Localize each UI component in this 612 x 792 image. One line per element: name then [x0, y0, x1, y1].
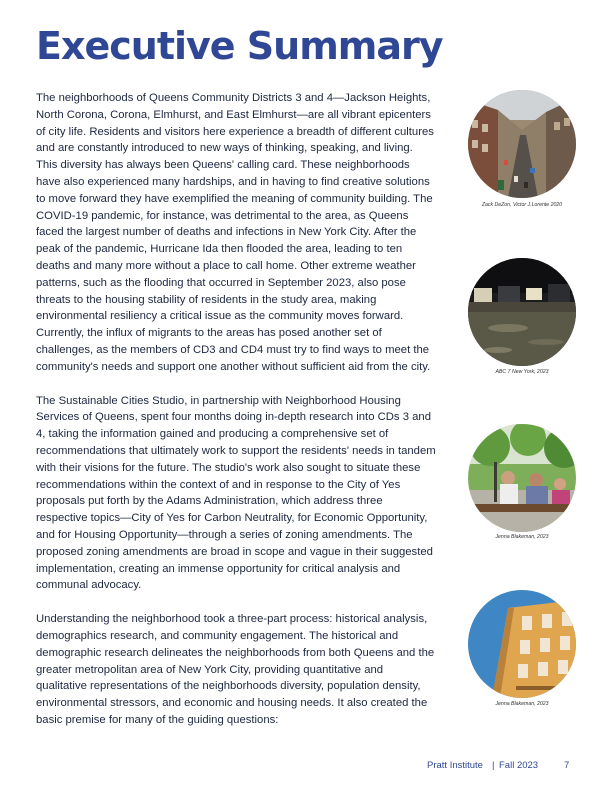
paragraph-3: Understanding the neighborhood took a three-part process: historical analysis, demographics research, and community engagement. The historical and demographic research delineates the neighborhoods from both Queens and the greater metropolitan area of New York City, providing quantitative and qualitative representations of the neighborhoods diversity, population density, environmental stressors, and economic and housing needs. It also created the basic premise for many of the guiding questions: [36, 613, 435, 726]
park-gathering-image [468, 424, 576, 532]
paragraph-2: The Sustainable Cities Studio, in partnership with Neighborhood Housing Services of Queens, spent four months doing in-depth research into CDs 3 and 4, taking the information gained and producing a comprehensive set of recommendations that ultimately work to support the residents' needs in tandem with their visions for the future. The studio's work also sought to situate these recommendations within the context of and in response to the City of Yes proposals put forth by the Adams Administration, which address three respective topics—City of Yes for Carbon Neutrality, for Economic Opportunity, and for Housing Opportunity—through a series of zoning amendments. The proposed zoning amendments are broad in scope and vague in their suggested implementation, creating an immense opportunity for critical analysis and communal advocacy. [36, 394, 436, 592]
building-facade-image [468, 590, 576, 698]
photo-caption-1: Zack DeZon, Victor J.Lorente 2020 [481, 202, 563, 208]
building-facade-photo [468, 590, 576, 698]
paragraph-1: The neighborhoods of Queens Community Districts 3 and 4—Jackson Heights, North Corona, Corona, Elmhurst, and East Elmhurst—are all vibrant epicenters of city life. Residents and visitors here experience a breadth of different cultures and are constantly introduced to new ways of thinking, speaking, and living. This diversity has always been Queens' calling card. These neighborhoods have also experienced many hardships, and in having to find creative solutions to move forward they have exemplified the meaning of community building. The COVID-19 pandemic, for instance, was detrimental to the area, as Queens faced the largest number of deaths and infections in New York City. After the peak of the pandemic, Hurricane Ida then flooded the area, leading to ten deaths and many more without a place to call home. Other extreme weather patterns, such as the flooding that occurred in September 2023, also pose threats to the housing stability of residents in the study area, making environmental resiliency a critical issue as the community moves forward. Currently, the influx of migrants to the areas has posed another set of challenges, as the members of CD3 and CD4 must try to find ways to meet the community's needs and support one another without sufficient aid from the city. [36, 92, 434, 373]
footer-term: Fall 2023 [499, 760, 539, 771]
photo-caption-4: Jenna Blakeman, 2023 [495, 701, 549, 707]
photo-caption-2: ABC 7 New York, 2023 [495, 369, 549, 375]
page-title: Executive Summary [36, 24, 443, 68]
footer-organization: Pratt Institute [427, 760, 483, 771]
body-text [36, 90, 436, 746]
footer-separator: | [492, 760, 495, 771]
street-scene-photo [468, 90, 576, 198]
photo-caption-3: Jenna Blakeman, 2023 [495, 534, 549, 540]
flood-photo [468, 258, 576, 366]
park-gathering-photo [468, 424, 576, 532]
street-scene-image [468, 90, 576, 198]
flood-image [468, 258, 576, 366]
page-number: 7 [564, 760, 570, 771]
